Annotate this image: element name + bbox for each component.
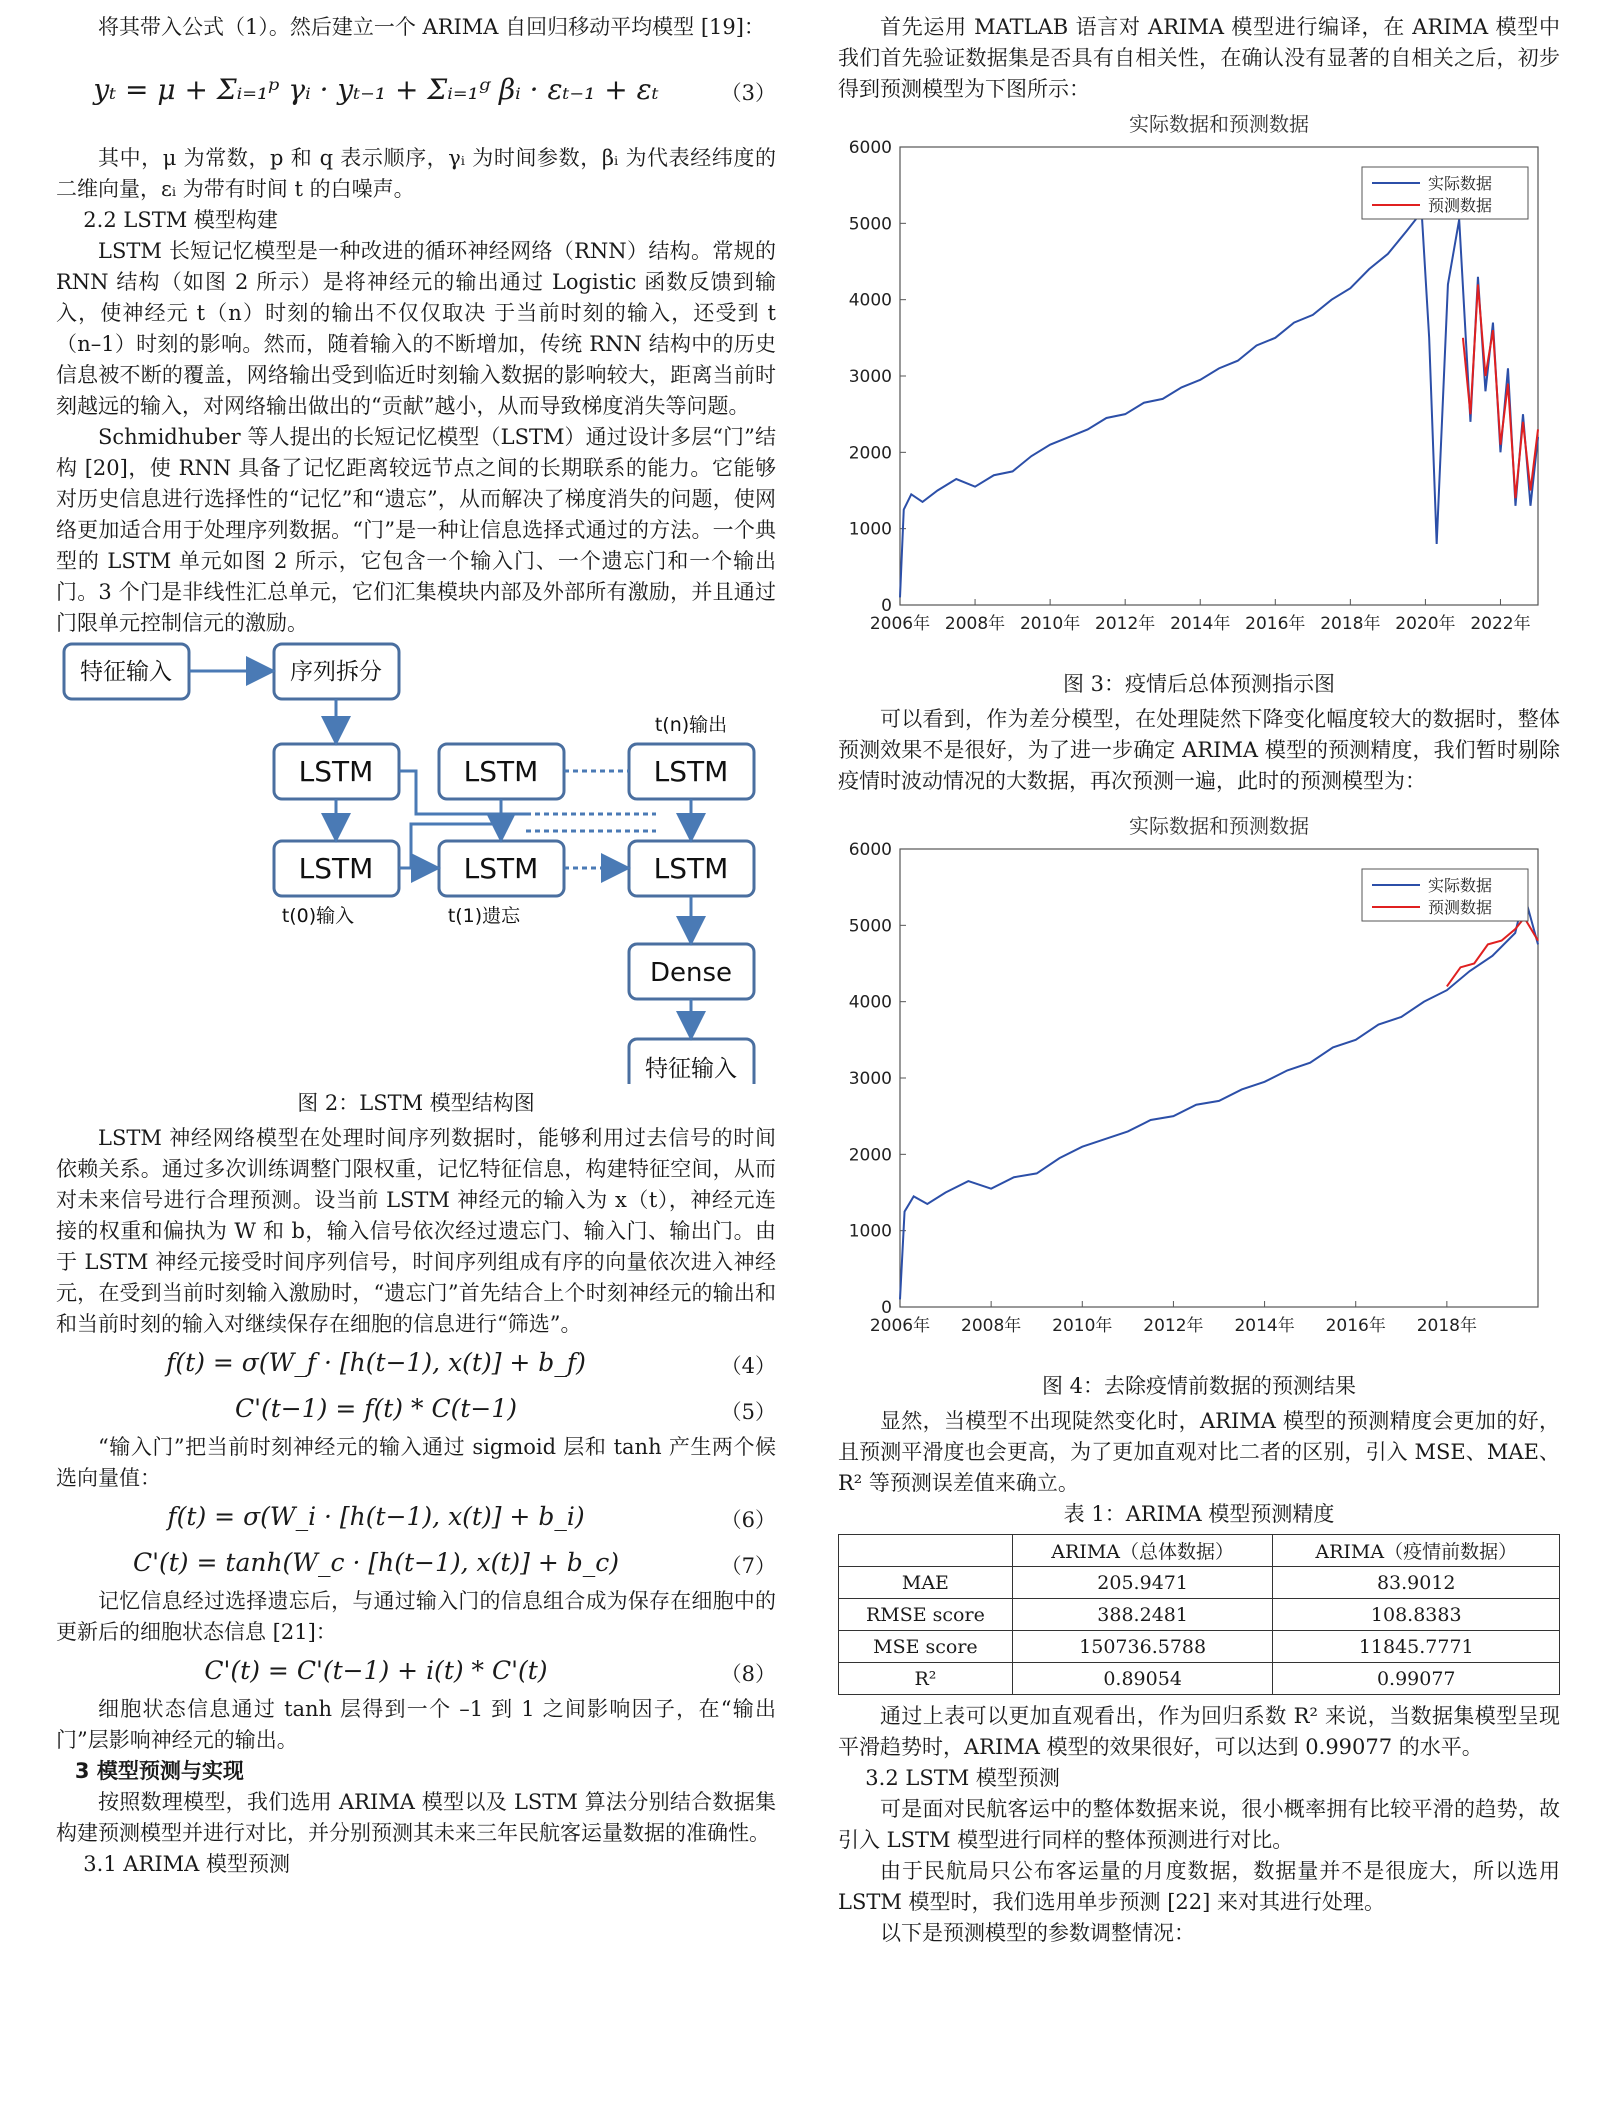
paragraph-lstm-comparison: 可是面对民航客运中的整体数据来说，很小概率拥有比较平滑的趋势，故引入 LSTM 模型进行同样的整体预测进行对比。	[838, 1797, 1560, 1852]
y-tick-label: 5000	[848, 916, 892, 937]
paragraph-lstm-processing: LSTM 神经网络模型在处理时间序列数据时，能够利用过去信号的时间依赖关系。通过多次训练调整门限权重，记忆特征信息，构建特征空间，从而对未来信号进行合理预测。设当前 LSTM 神经元的输入为 x（t），神经元连接的权重和偏执为 W 和 b，输入信号依次经过遗忘门、输入门、输出门。由于 LSTM 神经元接受时间序列信号，时间序列组成有序的向量依次进入神经元，在受到当前时刻输入激励时，“遗忘门”首先结合上个时刻神经元的输出和和当前时刻的输入对继续保存在细胞的信息进行“筛选”。	[56, 1126, 776, 1336]
section-3-2-heading: 3.2 LSTM 模型预测	[865, 1766, 1060, 1790]
equation-5-body: C'(t−1) = f(t) * C(t−1)	[235, 1394, 517, 1423]
x-tick-label: 2018年	[1416, 1316, 1477, 1336]
paragraph-output-gate: 细胞状态信息通过 tanh 层得到一个 –1 到 1 之间影响因子，在“输出门”层影响神经元的输出。	[56, 1697, 776, 1752]
equation-7-number: （7）	[720, 1554, 776, 1578]
equation-5-number: （5）	[720, 1400, 776, 1424]
accuracy-table	[838, 1534, 1560, 1695]
paragraph-cell-state: 记忆信息经过选择遗忘后，与通过输入门的信息组合成为保存在细胞中的更新后的细胞状态信息 [21]：	[56, 1589, 776, 1644]
equation-3	[56, 43, 776, 143]
table-cell: RMSE score	[839, 1599, 1013, 1631]
table-row	[839, 1567, 1560, 1599]
equation-8-number: （8）	[720, 1662, 776, 1686]
x-tick-label: 2018年	[1320, 614, 1381, 634]
x-tick-label: 2022年	[1470, 614, 1531, 634]
intro-text: 将其带入公式（1）。然后建立一个 ARIMA 自回归移动平均模型 [19]：	[98, 15, 765, 39]
equation-7	[56, 1540, 776, 1586]
x-tick-label: 2008年	[961, 1316, 1022, 1336]
paragraph-lstm-gates: Schmidhuber 等人提出的长短记忆模型（LSTM）通过设计多层“门”结构 [20]，使 RNN 具备了记忆距离较远节点之间的长期联系的能力。它能够对历史信息进行选择性的“记忆”和“遗忘”，从而解决了梯度消失的问题，使网络更加适合用于处理序列数据。“门”是一种让信息选择式通过的方法。一个典型的 LSTM 单元如图 2 所示，它包含一个输入门、一个遗忘门和一个输出门。3 个门是非线性汇总单元，它们汇集模块内部及外部所有激励，并且通过门限单元控制信元的激励。	[56, 425, 776, 635]
paragraph-parameters: 以下是预测模型的参数调整情况：	[880, 1921, 1195, 1945]
diagram-tn-output-label: t(n)输出	[654, 714, 728, 736]
diagram-lstm-label-2: LSTM	[463, 755, 539, 788]
table-row	[839, 1599, 1560, 1631]
y-tick-label: 4000	[848, 992, 892, 1013]
equation-7-body: C'(t) = tanh(W_c · [h(t−1), x(t)] + b_c)	[133, 1548, 619, 1577]
table-cell: 0.89054	[1012, 1663, 1273, 1695]
table-1-caption: 表 1：ARIMA 模型预测精度	[1063, 1502, 1335, 1526]
table-cell: 150736.5788	[1012, 1631, 1273, 1663]
legend-label: 预测数据	[1428, 196, 1493, 215]
figure-3-caption: 图 3：疫情后总体预测指示图	[1062, 672, 1336, 696]
figure-4-chart	[838, 807, 1560, 1367]
y-tick-label: 3000	[848, 1069, 892, 1089]
y-tick-label: 6000	[848, 138, 892, 158]
diagram-lstm-label-6: LSTM	[653, 852, 729, 885]
diagram-t1-forget-label: t(1)遗忘	[447, 905, 521, 927]
section-3-1-heading: 3.1 ARIMA 模型预测	[83, 1852, 290, 1876]
x-tick-label: 2016年	[1245, 614, 1306, 634]
paragraph-matlab: 首先运用 MATLAB 语言对 ARIMA 模型进行编译，在 ARIMA 模型中我们首先验证数据集是否具有自相关性，在确认没有显著的自相关之后，初步得到预测模型为下图所示：	[838, 15, 1560, 101]
equation-4-body: f(t) = σ(W_f · [h(t−1), x(t)] + b_f)	[166, 1348, 586, 1377]
table-cell: 0.99077	[1273, 1663, 1560, 1695]
diagram-split-label: 序列拆分	[290, 659, 382, 685]
diagram-output-label: 特征输入	[645, 1056, 737, 1082]
table-cell: MSE score	[839, 1631, 1013, 1663]
section-3-heading: 3 模型预测与实现	[74, 1759, 244, 1783]
diagram-lstm-label-3: LSTM	[653, 755, 729, 788]
paragraph-accuracy: 显然，当模型不出现陡然变化时，ARIMA 模型的预测精度会更加的好，且预测平滑度也会更高，为了更加直观对比二者的区别，引入 MSE、MAE、R² 等预测误差值来确立。	[838, 1409, 1560, 1495]
diagram-lstm-label-5: LSTM	[463, 852, 539, 885]
x-tick-label: 2014年	[1234, 1316, 1295, 1336]
equation-6-number: （6）	[720, 1508, 776, 1532]
figure-2-caption: 图 2：LSTM 模型结构图	[297, 1091, 535, 1115]
table-cell: 205.9471	[1012, 1567, 1273, 1599]
y-tick-label: 2000	[848, 443, 892, 464]
diagram-lstm-label-1: LSTM	[298, 755, 374, 788]
x-tick-label: 2020年	[1395, 614, 1456, 634]
equation-6-body: f(t) = σ(W_i · [h(t−1), x(t)] + b_i)	[167, 1502, 585, 1531]
right-column	[838, 12, 1560, 1949]
y-tick-label: 1000	[848, 1221, 892, 1242]
y-tick-label: 1000	[848, 519, 892, 540]
figure-3-chart	[838, 105, 1560, 665]
x-tick-label: 2012年	[1095, 614, 1156, 634]
diagram-t0-input-label: t(0)输入	[281, 905, 355, 927]
paragraph-single-step: 由于民航局只公布客运量的月度数据，数据量并不是很庞大，所以选用 LSTM 模型时，我们选用单步预测 [22] 来对其进行处理。	[838, 1859, 1560, 1914]
y-tick-label: 2000	[848, 1145, 892, 1166]
x-tick-label: 2012年	[1143, 1316, 1204, 1336]
diagram-input-label: 特征输入	[80, 659, 172, 685]
legend-label: 实际数据	[1428, 174, 1493, 193]
x-tick-label: 2006年	[869, 1316, 931, 1336]
table-cell: MAE	[839, 1567, 1013, 1599]
table-row	[839, 1631, 1560, 1663]
table-cell: 83.9012	[1273, 1567, 1560, 1599]
y-tick-label: 4000	[848, 290, 892, 311]
y-tick-label: 0	[881, 596, 892, 616]
x-tick-label: 2008年	[944, 614, 1006, 634]
table-header-cell: ARIMA（总体数据）	[1012, 1535, 1273, 1567]
paragraph-input-gate: “输入门”把当前时刻神经元的输入通过 sigmoid 层和 tanh 产生两个候选向量值：	[56, 1435, 776, 1490]
paragraph-difference-model: 可以看到，作为差分模型，在处理陡然下降变化幅度较大的数据时，整体预测效果不是很好，为了进一步确定 ARIMA 模型的预测精度，我们暂时剔除疫情时波动情况的大数据，再次预测一遍，此时的预测模型为：	[838, 707, 1560, 793]
table-cell: R²	[839, 1663, 1013, 1695]
legend-label: 预测数据	[1428, 898, 1493, 917]
chart-title: 实际数据和预测数据	[1129, 112, 1309, 136]
section-2-2-heading: 2.2 LSTM 模型构建	[83, 208, 278, 232]
y-tick-label: 6000	[848, 840, 892, 860]
table-header-cell: ARIMA（疫情前数据）	[1273, 1535, 1560, 1567]
legend-label: 实际数据	[1428, 876, 1493, 895]
table-cell: 11845.7771	[1273, 1631, 1560, 1663]
table-row	[839, 1663, 1560, 1695]
equation-6	[56, 1494, 776, 1540]
y-tick-label: 0	[881, 1298, 892, 1318]
x-tick-label: 2014年	[1170, 614, 1231, 634]
x-tick-label: 2010年	[1052, 1316, 1113, 1336]
equation-8-body: C'(t) = C'(t−1) + i(t) * C'(t)	[204, 1656, 548, 1685]
equation-4-number: （4）	[720, 1354, 776, 1378]
equation-3-body: yₜ = μ + Σᵢ₌₁ᵖ γᵢ · yₜ₋₁ + Σᵢ₌₁ᵍ βᵢ · εₜ₋₁ + εₜ	[93, 73, 659, 106]
table-cell: 388.2481	[1012, 1599, 1273, 1631]
equation-4	[56, 1340, 776, 1386]
paragraph-r2-conclusion: 通过上表可以更加直观看出，作为回归系数 R² 来说，当数据集模型呈现平滑趋势时，ARIMA 模型的效果很好，可以达到 0.99077 的水平。	[838, 1704, 1560, 1759]
diagram-lstm-label-4: LSTM	[298, 852, 374, 885]
table-cell: 108.8383	[1273, 1599, 1560, 1631]
chart-title: 实际数据和预测数据	[1129, 814, 1309, 838]
equation-8	[56, 1648, 776, 1694]
equation-5	[56, 1386, 776, 1432]
diagram-dense-label: Dense	[649, 958, 733, 988]
paragraph-model-selection: 按照数理模型，我们选用 ARIMA 模型以及 LSTM 算法分别结合数据集构建预测模型并进行对比，并分别预测其未来三年民航客运量数据的准确性。	[56, 1790, 776, 1845]
table-header-cell	[839, 1535, 1013, 1567]
equation-3-number: （3）	[720, 81, 776, 105]
lstm-structure-diagram	[56, 639, 776, 1084]
paragraph-lstm-intro: LSTM 长短记忆模型是一种改进的循环神经网络（RNN）结构。常规的 RNN 结构（如图 2 所示）是将神经元的输出通过 Logistic 函数反馈到输入，使神经元 t（n）时刻的输出不仅仅取决 于当前时刻的输入，还受到 t（n–1）时刻的影响。然而，随着输入的不断增加，传统 RNN 结构中的历史信息被不断的覆盖，网络输出受到临近时刻输入数据的影响较大，距离当前时刻越远的输入，对网络输出做出的“贡献”越小，从而导致梯度消失等问题。	[56, 239, 776, 418]
left-column	[56, 12, 776, 1880]
table-header-row	[839, 1535, 1560, 1567]
y-tick-label: 5000	[848, 214, 892, 235]
figure-4-caption: 图 4：去除疫情前数据的预测结果	[1041, 1374, 1357, 1398]
y-tick-label: 3000	[848, 367, 892, 387]
x-tick-label: 2006年	[869, 614, 931, 634]
x-tick-label: 2016年	[1325, 1316, 1386, 1336]
equation-3-description: 其中，μ 为常数，p 和 q 表示顺序，γᵢ 为时间参数，βᵢ 为代表经纬度的二维向量，εᵢ 为带有时间 t 的白噪声。	[56, 146, 776, 201]
x-tick-label: 2010年	[1019, 614, 1081, 634]
